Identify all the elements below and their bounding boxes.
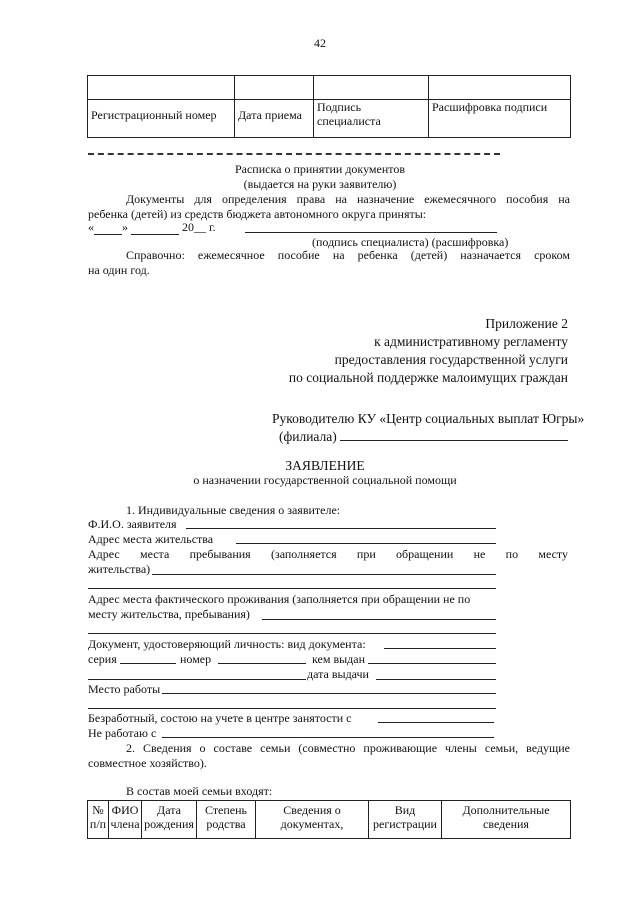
issued-by-label: кем выдан xyxy=(312,652,366,666)
cut-line xyxy=(88,153,500,155)
number-field[interactable] xyxy=(218,663,306,664)
actual-field-extra[interactable] xyxy=(88,633,496,634)
month-blank[interactable] xyxy=(131,222,179,235)
receipt-title: Расписка о принятии документов xyxy=(234,162,406,176)
number-label: номер xyxy=(180,652,212,666)
section2-line1: 2. Сведения о составе семьи (совместно проживающие члены семьи, ведущие xyxy=(126,741,570,755)
addressee-line1: Руководителю КУ «Центр социальных выплат Югры» xyxy=(272,411,585,426)
family-header-additional: Дополнительные сведения xyxy=(442,801,571,839)
series-label: серия xyxy=(88,652,117,666)
appendix-line3: предоставления государственной услуги xyxy=(334,352,568,367)
section1-heading: 1. Индивидуальные сведения о заявителе: xyxy=(126,503,341,517)
family-header-birthdate: Дата рождения xyxy=(142,801,197,839)
issued-by-field[interactable] xyxy=(368,663,496,664)
statement-subtitle: о назначении государственной социальной помощи xyxy=(193,473,457,487)
fio-field[interactable] xyxy=(186,528,496,529)
family-header-number: № п/п xyxy=(88,801,109,839)
appendix-line4: по социальной поддержке малоимущих граждан xyxy=(288,370,568,385)
section2-line2: совместное хозяйство). xyxy=(88,756,207,770)
statement-title: ЗАЯВЛЕНИЕ xyxy=(285,458,365,473)
reg-header-decoding: Расшифровка подписи xyxy=(429,100,571,138)
id-doc-label: Документ, удостоверяющий личность: вид документа: xyxy=(88,637,366,651)
addressee-line2: (филиала) xyxy=(279,429,337,444)
receipt-para-line1: Документы для определения права на назначение ежемесячного пособия на xyxy=(126,192,570,206)
appendix-line2: к административному регламенту xyxy=(374,334,568,349)
appendix-line1: Приложение 2 xyxy=(485,316,568,331)
issue-date-label: дата выдачи xyxy=(307,667,369,681)
fio-label: Ф.И.О. заявителя xyxy=(88,517,177,531)
reg-empty-cell[interactable] xyxy=(314,76,429,100)
branch-line[interactable] xyxy=(340,440,568,441)
unemployed-label: Безработный, состою на учете в центре занятости с xyxy=(88,711,352,725)
reg-empty-cell[interactable] xyxy=(235,76,314,100)
residence-label: Адрес места жительства xyxy=(88,532,214,546)
actual-field[interactable] xyxy=(262,619,496,620)
stay-field[interactable] xyxy=(152,574,496,575)
not-working-field[interactable] xyxy=(162,737,494,738)
series-field[interactable] xyxy=(120,663,176,664)
issued-by-field-extra[interactable] xyxy=(88,679,306,680)
issue-date-field[interactable] xyxy=(376,679,496,680)
reg-header-date: Дата приема xyxy=(235,100,314,138)
registration-table xyxy=(87,75,571,138)
residence-field[interactable] xyxy=(236,543,496,544)
receipt-note-line2: на один год. xyxy=(88,263,150,277)
family-intro: В состав моей семьи входят: xyxy=(126,784,273,798)
stay-label-line2: жительства) xyxy=(88,562,151,576)
reg-header-number: Регистрационный номер xyxy=(88,100,235,138)
receipt-subtitle: (выдается на руки заявителю) xyxy=(243,177,397,191)
page-number: 42 xyxy=(314,36,326,50)
stay-label-line1: Адрес места пребывания (заполняется при обращении не по месту xyxy=(88,547,568,561)
actual-label-line1: Адрес места фактического проживания (заполняется при обращении не по xyxy=(88,592,471,606)
workplace-label: Место работы xyxy=(88,682,161,696)
receipt-para-line2: ребенка (детей) из средств бюджета автономного округа приняты: xyxy=(88,207,427,221)
id-doc-field[interactable] xyxy=(384,648,496,649)
signature-line[interactable] xyxy=(245,232,497,233)
workplace-field-extra[interactable] xyxy=(88,708,496,709)
family-table xyxy=(87,800,571,839)
not-working-label: Не работаю с xyxy=(88,726,157,740)
unemployed-field[interactable] xyxy=(378,722,494,723)
day-blank[interactable] xyxy=(94,222,122,235)
reg-header-signature: Подпись специалиста xyxy=(314,100,429,138)
reg-empty-cell[interactable] xyxy=(429,76,571,100)
reg-empty-cell[interactable] xyxy=(88,76,235,100)
family-header-documents: Сведения о документах, xyxy=(256,801,369,839)
receipt-note-line1: Справочно: ежемесячное пособие на ребенка (детей) назначается сроком xyxy=(126,248,570,262)
receipt-date-row: « » 20__ г. xyxy=(88,220,216,234)
actual-label-line2: месту жительства, пребывания) xyxy=(88,607,250,621)
family-header-relation: Степень родства xyxy=(197,801,256,839)
family-header-name: ФИО члена xyxy=(109,801,142,839)
family-header-registration: Вид регистрации xyxy=(369,801,442,839)
workplace-field[interactable] xyxy=(162,693,496,694)
signature-caption: (подпись специалиста) (расшифровка) xyxy=(312,235,509,249)
stay-field-extra[interactable] xyxy=(88,588,496,589)
